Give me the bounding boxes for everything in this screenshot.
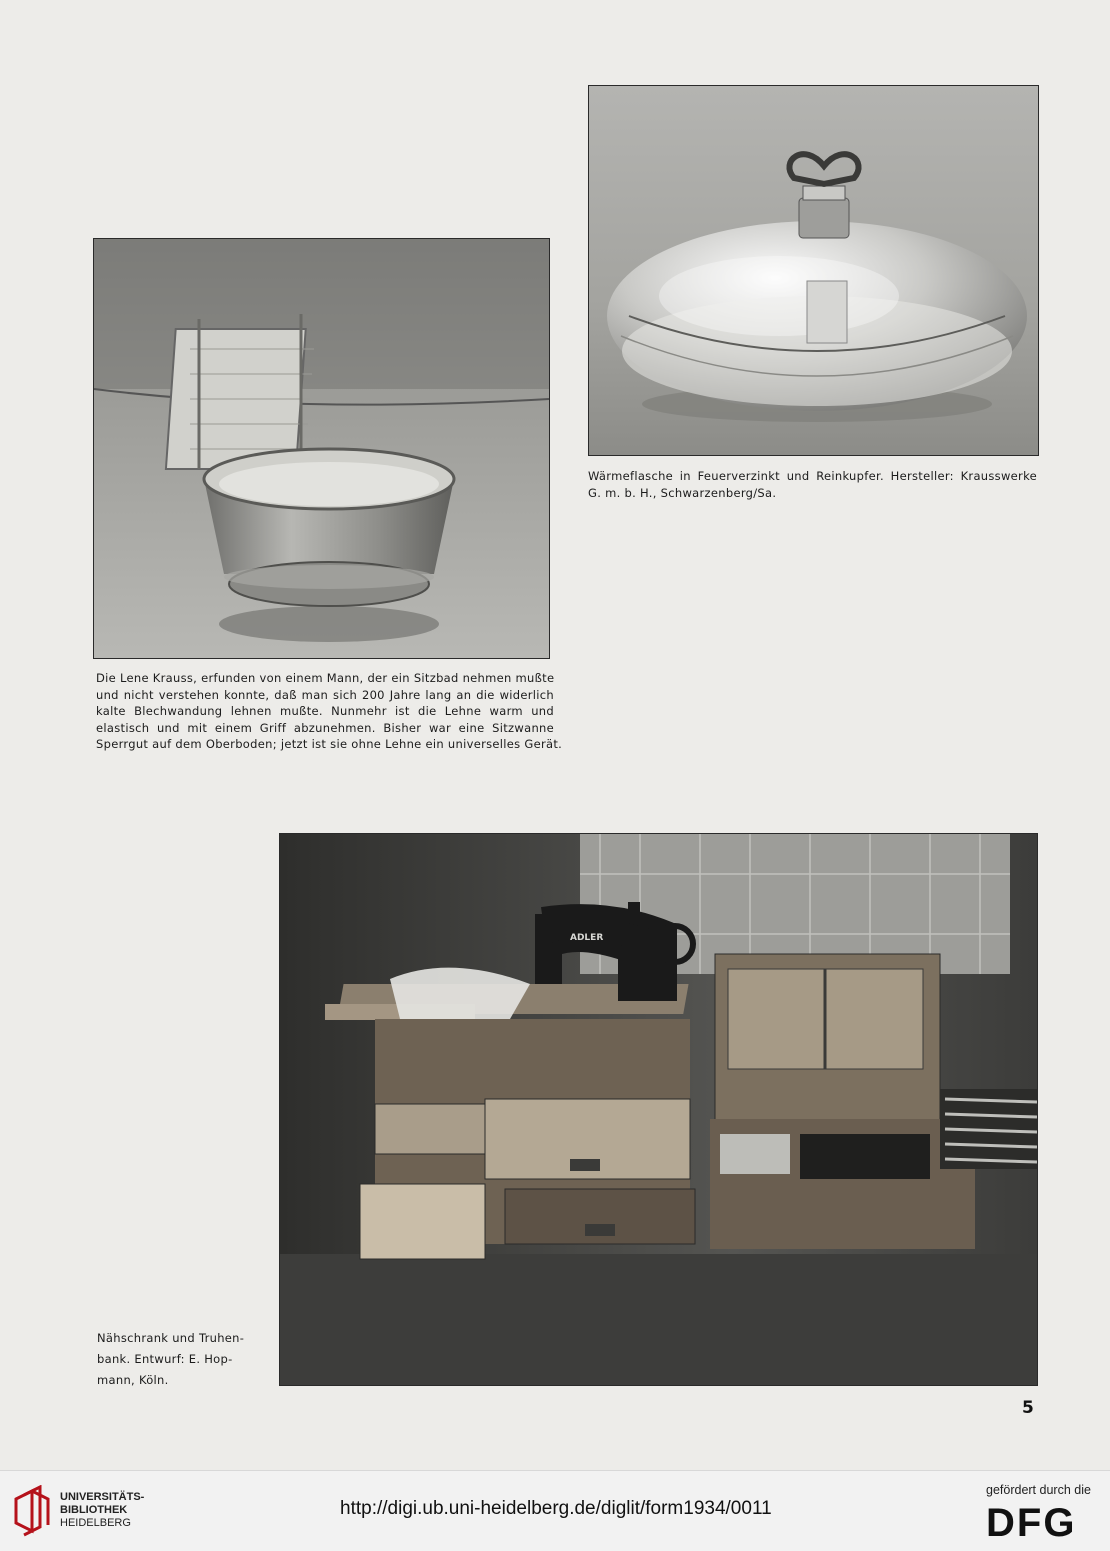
funded-by-text: gefördert durch die — [986, 1483, 1091, 1497]
caption-line: kalte Blechwandung lehnen mußte. Nunmehr ist die Lehne warm und — [96, 704, 554, 718]
digital-library-footer — [0, 1470, 1110, 1551]
caption-hot-water-bottle — [588, 468, 1037, 501]
photo-sitz-bath — [93, 238, 550, 659]
dfg-logo: DFG — [986, 1501, 1077, 1545]
machine-brand-label: ADLER — [570, 933, 604, 943]
page-number: 5 — [1022, 1398, 1034, 1418]
library-name-line: HEIDELBERG — [60, 1517, 131, 1529]
library-logo-icon — [12, 1485, 52, 1537]
caption-line: elastisch und mit einem Griff abzunehmen. Bisher war eine Sitzwanne — [96, 720, 554, 735]
caption-sitz-bath — [96, 670, 563, 753]
caption-line: bank. Entwurf: E. Hop- — [97, 1352, 233, 1366]
photo-hot-water-bottle — [588, 85, 1039, 456]
caption-line: Nähschrank und Truhen- — [97, 1331, 245, 1345]
caption-line: Wärmeflasche in Feuerverzinkt und Reinkupfer. Hersteller: Krausswerke — [588, 469, 1037, 483]
permalink-url[interactable]: http://digi.ub.uni-heidelberg.de/diglit/form1934/0011 — [340, 1498, 772, 1519]
caption-line: Die Lene Krauss, erfunden von einem Mann, der ein Sitzbad nehmen mußte — [96, 671, 555, 685]
caption-line: Sperrgut auf dem Oberboden; jetzt ist sie ohne Lehne ein universelles Gerät. — [96, 737, 563, 751]
library-name-line: BIBLIOTHEK — [60, 1504, 128, 1516]
caption-line: G. m. b. H., Schwarzenberg/Sa. — [588, 485, 777, 500]
photo-sewing-cabinet — [279, 833, 1038, 1386]
caption-line: mann, Köln. — [97, 1373, 169, 1387]
caption-line: und nicht verstehen konnte, daß man sich 200 Jahre lang an die widerlich — [96, 687, 554, 702]
library-name — [60, 1491, 144, 1530]
library-name-line: UNIVERSITÄTS- — [60, 1491, 145, 1503]
caption-sewing-cabinet — [97, 1328, 245, 1391]
